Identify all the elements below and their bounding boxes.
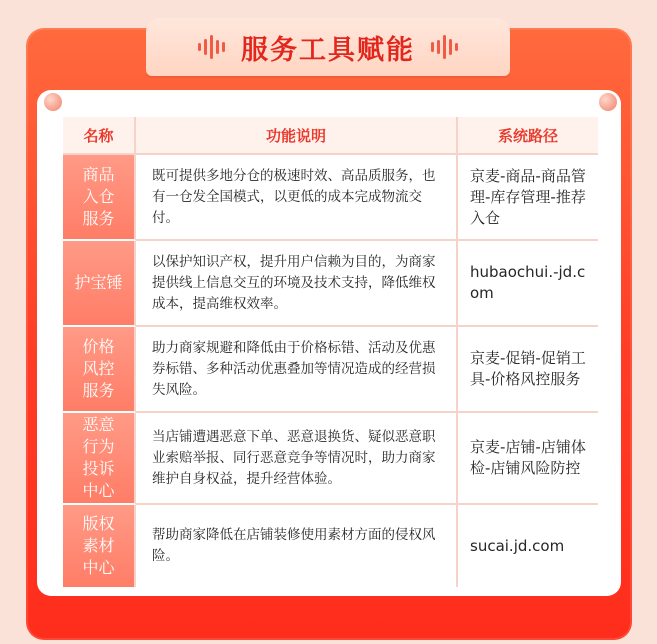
header-system-path: 系统路径 — [458, 117, 598, 155]
row-description: 既可提供多地分仓的极速时效、高品质服务，也有一仓发全国模式，以更低的成本完成物流交付。 — [136, 155, 458, 241]
table-row — [63, 327, 598, 413]
sound-wave-icon-right — [431, 32, 458, 62]
sound-wave-icon-left — [198, 32, 225, 62]
row-system-path: hubaochui.-jd.com — [458, 241, 598, 327]
row-name: 护宝锤 — [74, 273, 123, 292]
row-description: 以保护知识产权，提升用户信赖为目的，为商家提供线上信息交互的环境及技术支持，降低维权成本，提高维权效率。 — [136, 241, 458, 327]
page-title: 服务工具赋能 — [241, 34, 415, 66]
row-name-cell — [63, 155, 136, 241]
table-header-row — [63, 117, 598, 155]
row-name-cell — [63, 327, 136, 413]
row-description: 当店铺遭遇恶意下单、恶意退换货、疑似恶意职业索赔举报、同行恶意竞争等情况时，助力商家维护自身权益，提升经营体验。 — [136, 413, 458, 505]
header-description: 功能说明 — [136, 117, 458, 155]
row-name-cell — [63, 505, 136, 587]
row-description: 助力商家规避和降低由于价格标错、活动及优惠券标错、多种活动优惠叠加等情况造成的经营损失风险。 — [136, 327, 458, 413]
table-row — [63, 241, 598, 327]
row-name: 恶意行为投诉中心 — [82, 415, 115, 500]
pin-icon-left — [44, 93, 62, 111]
row-name-cell — [63, 241, 136, 327]
table-row — [63, 155, 598, 241]
row-name: 版权素材中心 — [82, 514, 115, 577]
service-tools-table — [63, 117, 598, 587]
header-name: 名称 — [63, 117, 136, 155]
row-description: 帮助商家降低在店铺装修使用素材方面的侵权风险。 — [136, 505, 458, 587]
row-system-path: 京麦-商品-商品管理-库存管理-推荐入仓 — [458, 155, 598, 241]
row-system-path: 京麦-店铺-店铺体检-店铺风险防控 — [458, 413, 598, 505]
row-system-path: 京麦-促销-促销工具-价格风控服务 — [458, 327, 598, 413]
table-row — [63, 413, 598, 505]
row-name-cell — [63, 413, 136, 505]
row-name: 商品入仓服务 — [82, 165, 115, 228]
pin-icon-right — [599, 93, 617, 111]
title-banner — [146, 18, 510, 76]
table-row — [63, 505, 598, 587]
row-name: 价格风控服务 — [82, 337, 115, 400]
row-system-path: sucai.jd.com — [470, 536, 565, 555]
